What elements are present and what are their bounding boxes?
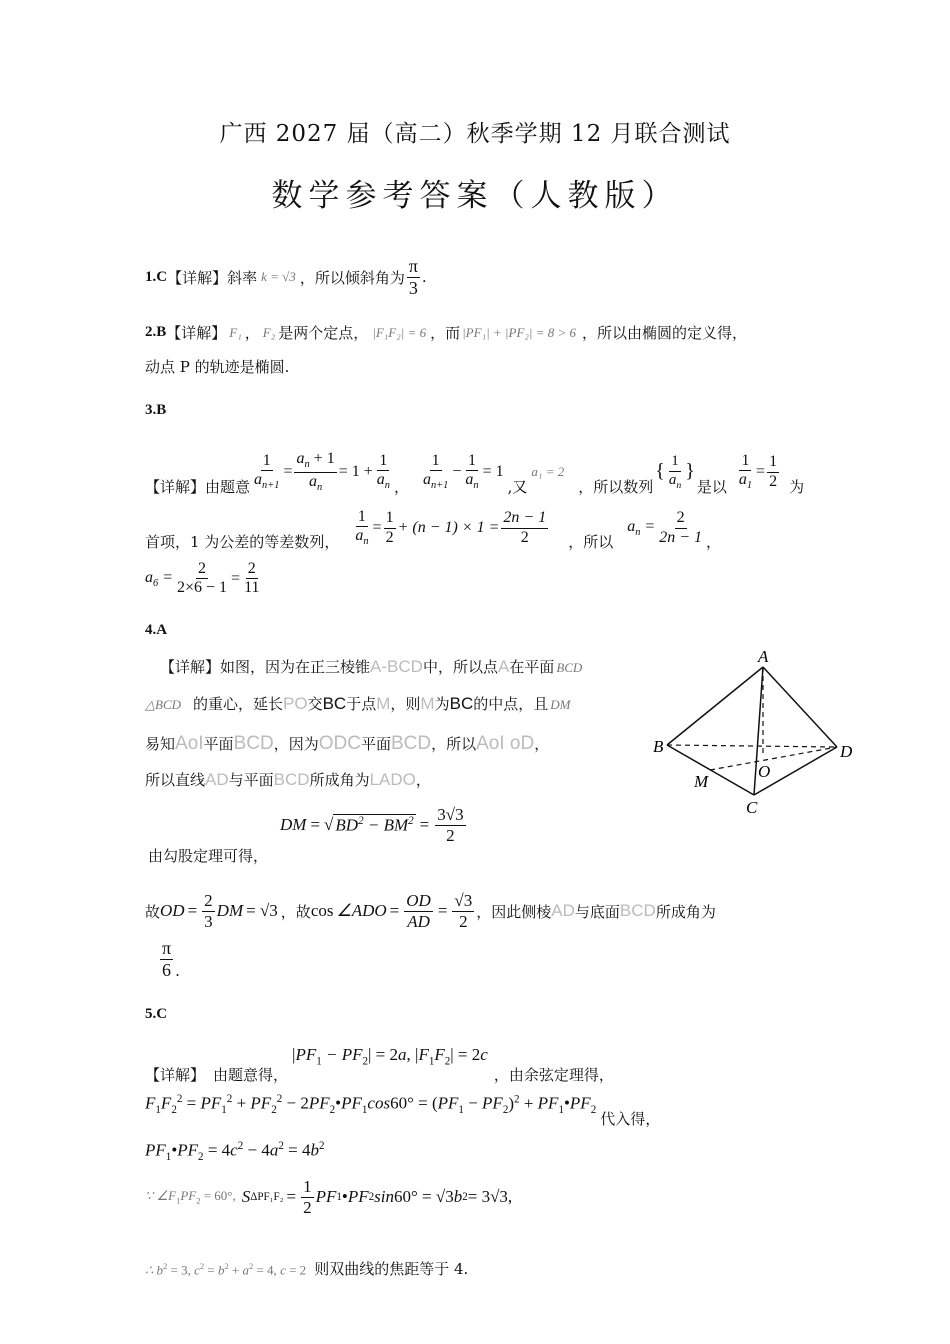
q5-given-conditions: $|PF_1 - PF_2| = 2a$, $|F_1F_2| = 2c$: [292, 1045, 488, 1068]
q4-l2-m-2: M: [420, 694, 435, 713]
q5-cosine-law: $F_1F_2^2 = PF_1^2 + PF_2^2$ − $2PF_2•PF_1\cos 60^\circ = (PF_1 - PF_2)^2$ + $PF_1•PF_2$: [145, 1093, 597, 1117]
q1-detail-tag: 【详解】: [167, 268, 228, 287]
label-b: B: [653, 737, 664, 756]
q4-l6-text-c: ，因此侧棱: [476, 902, 552, 921]
q5-end-text: 则双曲线的焦距等于 4.: [314, 1260, 469, 1278]
q1-slope-formula: k = √3: [261, 269, 296, 284]
q4-l4-text-c: 所成角为: [309, 771, 370, 789]
q3-text-6: 为: [789, 478, 805, 496]
q4-l4-text-b: 与平面: [228, 771, 274, 789]
q2-text-2: 是两个定点，: [278, 324, 369, 342]
q3-text-4: ，所以数列: [578, 478, 654, 496]
q4-l2-text-a: 的重心，延长: [193, 695, 284, 713]
q3-general-reciprocal: $\frac{1}{a_n}$ = $\frac{1}{2}$ + (n − 1) × 1 = $\frac{2n - 1}{2}$: [355, 507, 547, 548]
page-subtitle: 数学参考答案（人教版）: [271, 178, 679, 214]
q5-text-2: ，由余弦定理得，: [493, 1066, 614, 1084]
q4-line-2: [145, 693, 570, 714]
q4-l3-odc: ODC: [318, 733, 361, 754]
q3-general-term: $a_n$ = $\frac{2}{2n - 1}$: [627, 509, 703, 546]
q1-angle-fraction: [407, 256, 420, 298]
q4-l3-bcd-1: BCD: [233, 733, 274, 754]
q3-sequence-braces: { $\frac{1}{a_n}$ }: [655, 453, 695, 491]
q4-l4-text-a: 所以直线: [145, 771, 206, 789]
q3-first-term: a₁ = 2: [531, 464, 565, 479]
q3-difference: $\frac{1}{a_{n+1}}$ − $\frac{1}{a_n}$ = 1: [422, 451, 504, 492]
q4-line-6: [145, 885, 716, 937]
q3-text-5: 是以: [696, 478, 727, 496]
q4-l6-bcd: BCD: [619, 901, 656, 920]
label-a: A: [758, 647, 769, 666]
q1-text-2: ，所以倾斜角为: [299, 268, 405, 287]
q4-l2-bc-2: BC: [449, 694, 474, 713]
q3-detail-tag: 【详解】: [145, 478, 206, 496]
q4-l1-plane: BCD: [556, 660, 583, 675]
q1-number: 1.C: [145, 268, 168, 285]
q2-line-1: [145, 322, 747, 343]
q4-l6-ad: AD: [551, 901, 575, 920]
q5-area-formula: S ΔPF₁F₂ = $\frac{1}{2}$ PF 1 • PF 2 sin 60° = √3 b 2 = 3√3,: [241, 1177, 513, 1217]
q4-pythagoras-text: 由勾股定理可得，: [148, 847, 269, 865]
q2-number: 2.B: [145, 324, 167, 340]
q4-l3-text-c: ，因为: [273, 735, 319, 753]
q4-l2-text-d: ，则: [390, 695, 421, 713]
q4-l3-ao-perp-od: AoI oD: [476, 733, 535, 754]
label-m: M: [694, 772, 709, 791]
edge-ad: [763, 667, 837, 747]
q5-detail-tag: 【详解】: [145, 1066, 206, 1084]
q2-sum-distances: |PF₁| + |PF₂| = 8 > 6: [462, 324, 577, 340]
q4-cos-formula: cos ∠ADO = $\frac{OD}{AD}$ = $\frac{√3}{2}$: [310, 890, 473, 931]
q2-f2: F₂: [262, 324, 276, 340]
q4-l4-bcd: BCD: [273, 770, 310, 789]
q3-text-7: 首项，1 为公差的等差数列，: [145, 533, 340, 551]
q3-initial-value: $\frac{1}{a_1}$ = $\frac{1}{2}$: [738, 451, 778, 492]
q1-text-3: .: [421, 268, 427, 286]
q5-line-2: [145, 1093, 660, 1129]
q3-recurrence: $\frac{1}{a_{n+1}}$ = $\frac{a_n + 1}{a_n}$ = 1 + $\frac{1}{a_n}$: [254, 450, 390, 493]
q4-l1-text-b: 中，所以点: [422, 658, 498, 676]
q3-text-8: ，所以: [568, 533, 614, 551]
q4-l3-text-e: ，所以: [431, 735, 477, 753]
q1-text-1: 斜率: [227, 268, 258, 287]
q4-final-angle: [158, 938, 180, 980]
q3-text-2: ，: [393, 478, 409, 496]
q4-l2-text-e: 为: [434, 695, 450, 713]
q5-number: 5.C: [145, 1006, 168, 1022]
q4-l6-text-d: 与底面: [574, 902, 620, 921]
edge-bd-hidden: [667, 745, 837, 747]
q4-l4-ad: AD: [205, 770, 229, 789]
q4-l2-dm: DM: [550, 697, 571, 712]
q3-line-1: [145, 443, 804, 501]
q4-final-denominator: 6: [162, 959, 172, 980]
q4-l6-text-e: 所成角为: [655, 902, 716, 921]
q2-detail-tag: 【详解】: [166, 324, 227, 342]
q4-line-3: [145, 733, 549, 755]
edge-ab: [667, 667, 763, 745]
q4-l2-bc-1: BC: [322, 694, 347, 713]
label-d: D: [840, 742, 853, 761]
q4-l1-text-c: 在平面: [509, 658, 555, 676]
label-c: C: [746, 798, 758, 817]
q2-text-1: ，: [244, 324, 260, 342]
q4-l3-bcd-2: BCD: [390, 733, 432, 754]
q3-text-9: ，: [706, 533, 722, 551]
q3-number: 3.B: [145, 402, 167, 418]
q2-f1: F₁: [229, 324, 242, 340]
q2-text-3: ，而: [430, 324, 461, 342]
label-o: O: [758, 762, 771, 781]
q4-final-fraction: [160, 938, 173, 980]
q4-l2-text-c: 于点: [346, 695, 377, 713]
q4-l3-text-a: 易知: [145, 735, 176, 753]
q4-l6-text-a: 故: [145, 902, 161, 921]
q2-line-2: 动点 P 的轨迹是椭圆.: [145, 358, 290, 376]
q4-l3-text-f: ，: [534, 735, 550, 753]
q1-line: [145, 252, 427, 302]
q3-line-2: [145, 502, 721, 554]
q4-l2-triangle: △BCD: [145, 697, 181, 712]
q4-l2-text-b: 交: [307, 695, 323, 713]
q5-angle-condition: ∵ $\angle F_1PF_2 = 60^\circ$,: [145, 1188, 236, 1206]
q4-od-formula: OD = $\frac{2}{3}$ DM = √3: [160, 890, 278, 931]
q2-text-4: ，所以由椭圆的定义得，: [582, 324, 748, 342]
q5-values: ∴ $b^2 = 3$, $c^2 = b^2 + a^2 = 4$, c = 2: [145, 1260, 307, 1277]
q3-text-3: ,又: [507, 478, 528, 496]
q4-l3-text-d: 平面: [360, 735, 391, 753]
q4-detail-tag: 【详解】: [160, 658, 221, 676]
q4-number: 4.A: [145, 622, 168, 638]
q5-text-1: 由题意得，: [213, 1066, 289, 1084]
pyramid-figure: [650, 645, 860, 820]
q3-text-1: 由题意: [205, 478, 251, 496]
q4-l2-text-f: 的中点，且: [473, 695, 549, 713]
q4-final-period: .: [175, 962, 180, 981]
q4-l6-text-b: ，故: [280, 902, 311, 921]
q5-line-1: [145, 1045, 614, 1085]
q4-line-1: [160, 656, 582, 677]
q4-l1-point-a: A: [497, 657, 510, 676]
q1-angle-numerator: π: [408, 255, 418, 276]
q4-l2-m-1: M: [376, 694, 391, 713]
page-title: 广西 2027 届（高二）秋季学期 12 月联合测试: [219, 121, 731, 147]
q5-line-end: [145, 1258, 468, 1279]
q4-final-numerator: π: [162, 938, 172, 958]
q4-l4-text-d: ，: [415, 771, 431, 789]
q4-l1-text-a: 如图，因为在正三棱锥: [220, 658, 371, 676]
q4-l2-po: PO: [283, 694, 308, 713]
q3-a6-result: $a_6$ = $\frac{2}{2\times 6 - 1}$ = $\frac{2}{11}$: [145, 560, 260, 597]
q5-area-line: [145, 1177, 512, 1217]
q4-dm-formula: DM = √ $BD^2 - BM^2$ = $\frac{3√3}{2}$: [280, 805, 464, 845]
q4-l3-ao-perp-1: AoI: [175, 733, 204, 754]
q4-l1-pyramid: A-BCD: [370, 657, 423, 676]
q5-text-3: 代入得，: [600, 1110, 661, 1128]
q5-product: $PF_1•PF_2 = 4c^2 - 4a^2 = 4b^2$: [145, 1140, 325, 1164]
q4-l3-text-b: 平面: [203, 735, 234, 753]
q2-focal-distance: |F₁F₂| = 6: [372, 324, 427, 340]
q4-l4-angle: LADO: [369, 770, 416, 789]
q4-line-4: [145, 769, 431, 790]
q1-angle-denominator: 3: [408, 277, 418, 298]
